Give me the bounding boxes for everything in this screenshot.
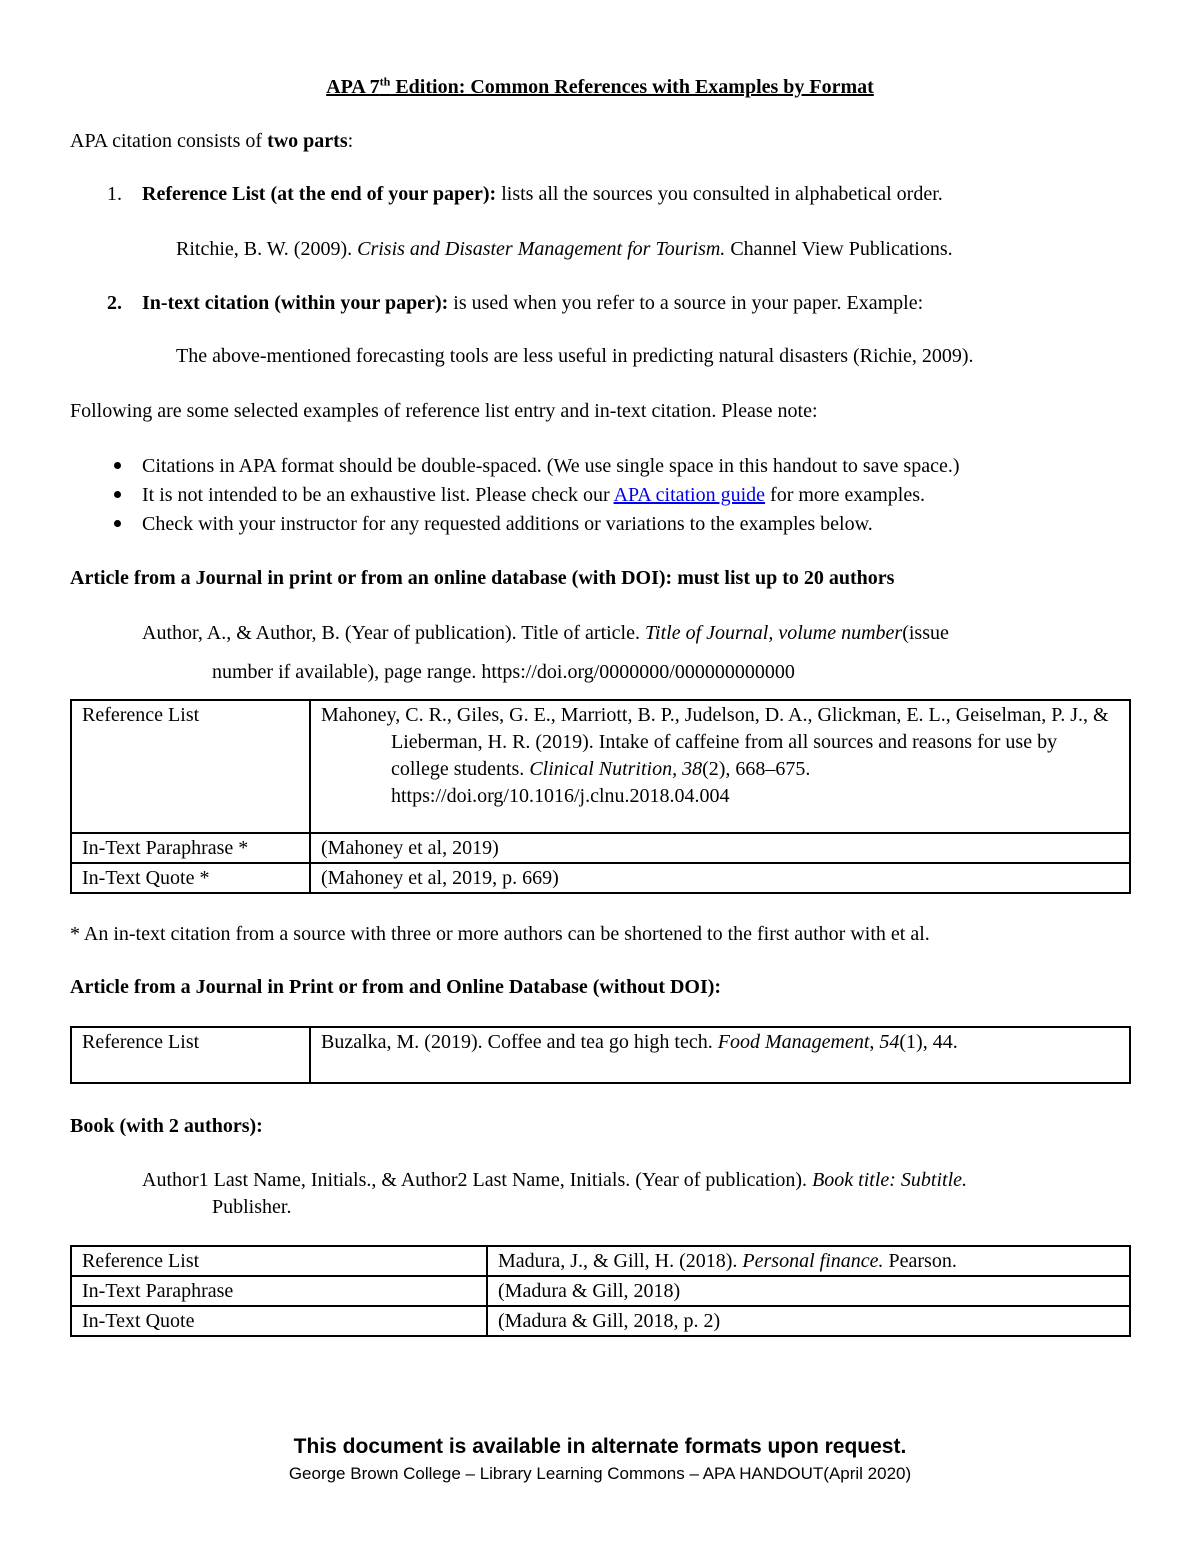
section-heading-book: Book (with 2 authors): [70, 1115, 263, 1137]
reference-entry: Buzalka, M. (2019). Coffee and tea go high tech. Food Management, 54(1), 44. [310, 1027, 1130, 1083]
page-title: APA 7th Edition: Common References with Examples by Format [326, 74, 874, 98]
footer-handout-info: George Brown College – Library Learning Commons – APA HANDOUT(April 2020) [288, 1464, 912, 1483]
row-label: In-Text Paraphrase * [71, 833, 310, 863]
row-label: In-Text Quote [71, 1306, 487, 1336]
row-label: In-Text Paraphrase [71, 1276, 487, 1306]
table-row [71, 863, 1130, 893]
table-row [71, 700, 1130, 833]
format-template-journal: Author, A., & Author, B. (Year of publication). Title of article. Title of Journal, volume number(issue [142, 622, 949, 644]
reference-table-book [70, 1245, 1131, 1337]
reference-table-without-doi [70, 1026, 1131, 1084]
bullet-icon [114, 462, 121, 469]
reference-entry: Madura, J., & Gill, H. (2018). Personal finance. Pearson. [487, 1246, 1130, 1276]
bullet-item-instructor: Check with your instructor for any requested additions or variations to the examples below. [142, 513, 873, 535]
table-row [71, 1306, 1130, 1336]
reference-entry: Mahoney, C. R., Giles, G. E., Marriott, B. P., Judelson, D. A., Glickman, E. L., Geiselman, P. J., & Lieberman, H. R. (2019). Intake of caffeine from all sources and reasons for use by college students. Clinical Nutrition, 38(2), 668–675. https://doi.org/10.1016/j.clnu.2018.04.004 [310, 700, 1130, 833]
reference-table-with-doi [70, 699, 1131, 894]
format-template-book: Author1 Last Name, Initials., & Author2 Last Name, Initials. (Year of publication). Book title: Subtitle. [142, 1169, 968, 1191]
bullet-icon [114, 520, 121, 527]
example-reference: Ritchie, B. W. (2009). Crisis and Disaster Management for Tourism. Channel View Publications. [176, 238, 953, 260]
list-item-reference-list: Reference List (at the end of your paper): lists all the sources you consulted in alphabetical order. [142, 183, 943, 205]
et-al-note: * An in-text citation from a source with three or more authors can be shortened to the first author with et al. [70, 923, 930, 945]
table-row [71, 833, 1130, 863]
paraphrase-citation: (Mahoney et al, 2019) [310, 833, 1130, 863]
footer-alternate-formats: This document is available in alternate formats upon request. [293, 1435, 907, 1458]
bullet-item-double-spaced: Citations in APA format should be double-spaced. (We use single space in this handout to save space.) [142, 455, 960, 477]
row-label: Reference List [71, 700, 310, 833]
paraphrase-citation: (Madura & Gill, 2018) [487, 1276, 1130, 1306]
table-row [71, 1276, 1130, 1306]
section-heading-without-doi: Article from a Journal in Print or from and Online Database (without DOI): [70, 976, 722, 998]
row-label: Reference List [71, 1027, 310, 1083]
format-template-journal-line2: number if available), page range. https://doi.org/0000000/000000000000 [212, 661, 795, 683]
format-template-book-line2: Publisher. [212, 1196, 292, 1218]
bullet-item-exhaustive: It is not intended to be an exhaustive list. Please check our APA citation guide for more examples. [142, 484, 925, 506]
list-number-2: 2. [107, 292, 122, 314]
list-item-in-text-citation: In-text citation (within your paper): is used when you refer to a source in your paper. Example: [142, 292, 924, 314]
example-in-text: The above-mentioned forecasting tools are less useful in predicting natural disasters (Richie, 2009). [176, 345, 974, 367]
list-number-1: 1. [107, 183, 122, 205]
row-label: In-Text Quote * [71, 863, 310, 893]
apa-citation-guide-link[interactable]: APA citation guide [613, 484, 766, 506]
row-label: Reference List [71, 1246, 487, 1276]
quote-citation: (Madura & Gill, 2018, p. 2) [487, 1306, 1130, 1336]
quote-citation: (Mahoney et al, 2019, p. 669) [310, 863, 1130, 893]
following-text: Following are some selected examples of reference list entry and in-text citation. Please note: [70, 400, 818, 422]
section-heading-with-doi: Article from a Journal in print or from an online database (with DOI): must list up to 20 authors [70, 567, 895, 589]
table-row [71, 1246, 1130, 1276]
intro-text: APA citation consists of two parts: [70, 130, 354, 152]
bullet-icon [114, 491, 121, 498]
table-row [71, 1027, 1130, 1083]
